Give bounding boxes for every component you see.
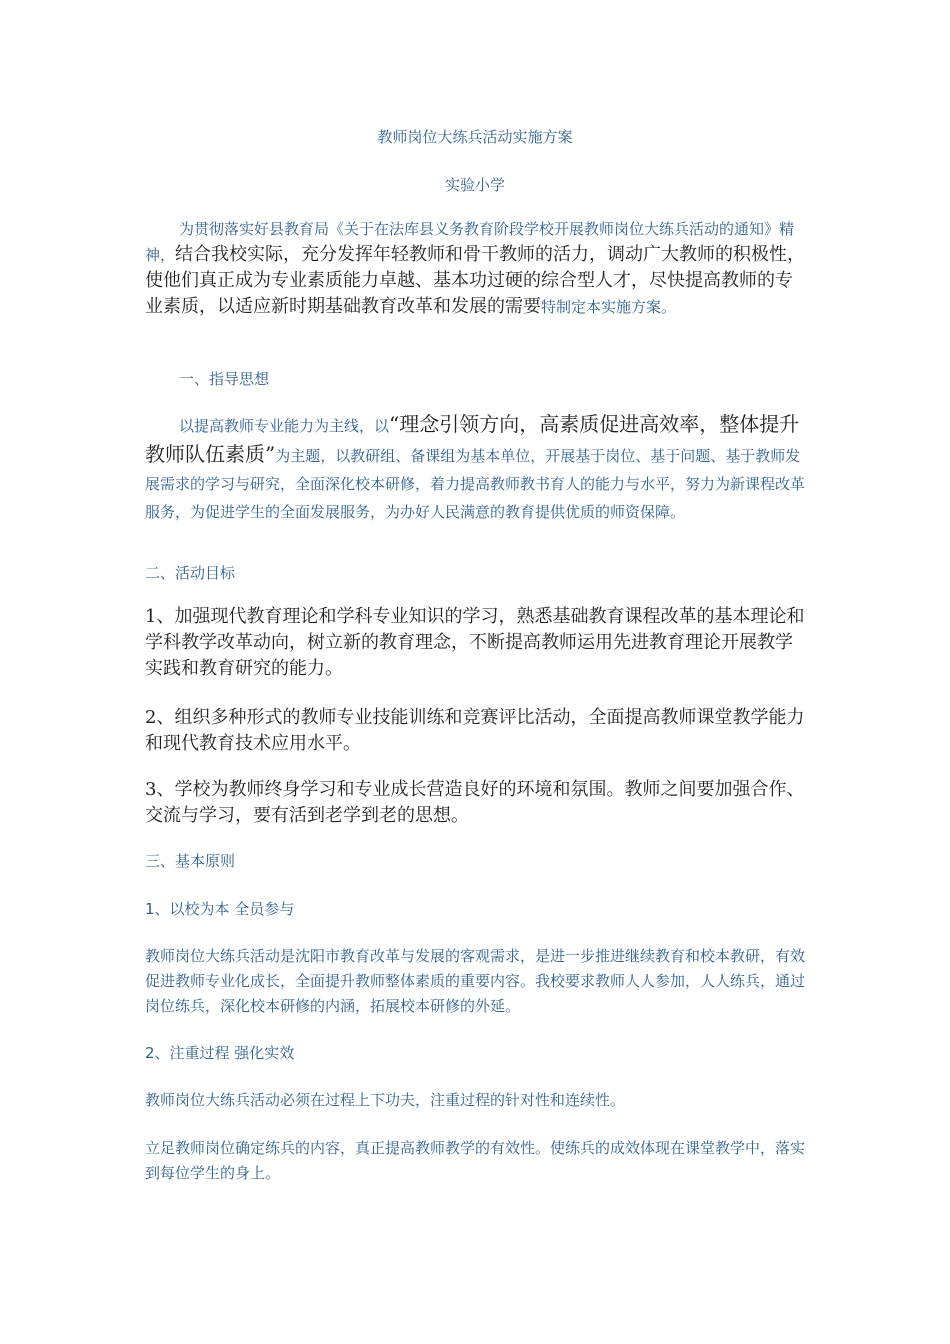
principle1-text: 教师岗位大练兵活动是沈阳市教育改革与发展的客观需求，是进一步推进继续教育和校本教研，有效促进教师专业化成长，全面提升教师整体素质的重要内容。我校要求教师人人参加，人人练兵，通过岗位练兵，深化校本研修的内涵，拓展校本研修的外延。 — [145, 947, 806, 1015]
section1-theme: “理念引领方向，高素质促进高效率，整体提升教师队伍素质” — [145, 412, 800, 466]
intro-part2: 结合我校实际，充分发挥年轻教师和骨干教师的活力，调动广大教师的积极性，使他们真正成为专业素质能力卓越、基本功过硬的综合型人才，尽快提高教师的专业素质，以适应新时期基础教育改革和发展的需要 — [145, 244, 806, 317]
document-title: 教师岗位大练兵活动实施方案 — [377, 128, 573, 146]
intro-paragraph — [145, 216, 810, 320]
section1-heading: 一、指导思想 — [179, 370, 270, 388]
intro-part1: 为贯彻落实好县教育局《关于在法库县义务教育阶段学校开展教师岗位大练兵活动的通知》精神， — [145, 220, 795, 264]
section1-text-a: 以提高教师专业能力为主线，以 — [179, 417, 390, 435]
section1-text-c: 为主题，以教研组、备课组为基本单位，开展基于岗位、基于问题、基于教师发展需求的学习与研究，全面深化校本研修，着力提高教师教书育人的能力与水平，努力为新课程改革服务，为促进学生的全面发展服务，为办好人民满意的教育提供优质的师资保障。 — [145, 447, 806, 521]
goal-item-3: 3、学校为教师终身学习和专业成长营造良好的环境和氛围。教师之间要加强合作、交流与学习，要有活到老学到老的思想。 — [145, 779, 805, 826]
section3-heading: 三、基本原则 — [145, 852, 236, 870]
section1-paragraph — [145, 410, 810, 526]
principle2-text1: 教师岗位大练兵活动必须在过程上下功夫，注重过程的针对性和连续性。 — [145, 1091, 626, 1109]
intro-part3: 特制定本实施方案。 — [541, 298, 677, 316]
principle1-heading: 1、以校为本 全员参与 — [145, 900, 295, 918]
section2-heading: 二、活动目标 — [145, 564, 236, 582]
school-name: 实验小学 — [444, 176, 505, 194]
principle2-heading: 2、注重过程 强化实效 — [145, 1044, 295, 1062]
goal-item-2: 2、组织多种形式的教师专业技能训练和竞赛评比活动，全面提高教师课堂教学能力和现代教育技术应用水平。 — [145, 707, 805, 754]
principle2-text2: 立足教师岗位确定练兵的内容，真正提高教师教学的有效性。使练兵的成效体现在课堂教学中，落实到每位学生的身上。 — [145, 1139, 806, 1182]
goal-item-1: 1、加强现代教育理论和学科专业知识的学习，熟悉基础教育课程改革的基本理论和学科教学改革动向，树立新的教育理念，不断提高教师运用先进教育理论开展教学实践和教育研究的能力。 — [145, 606, 805, 679]
